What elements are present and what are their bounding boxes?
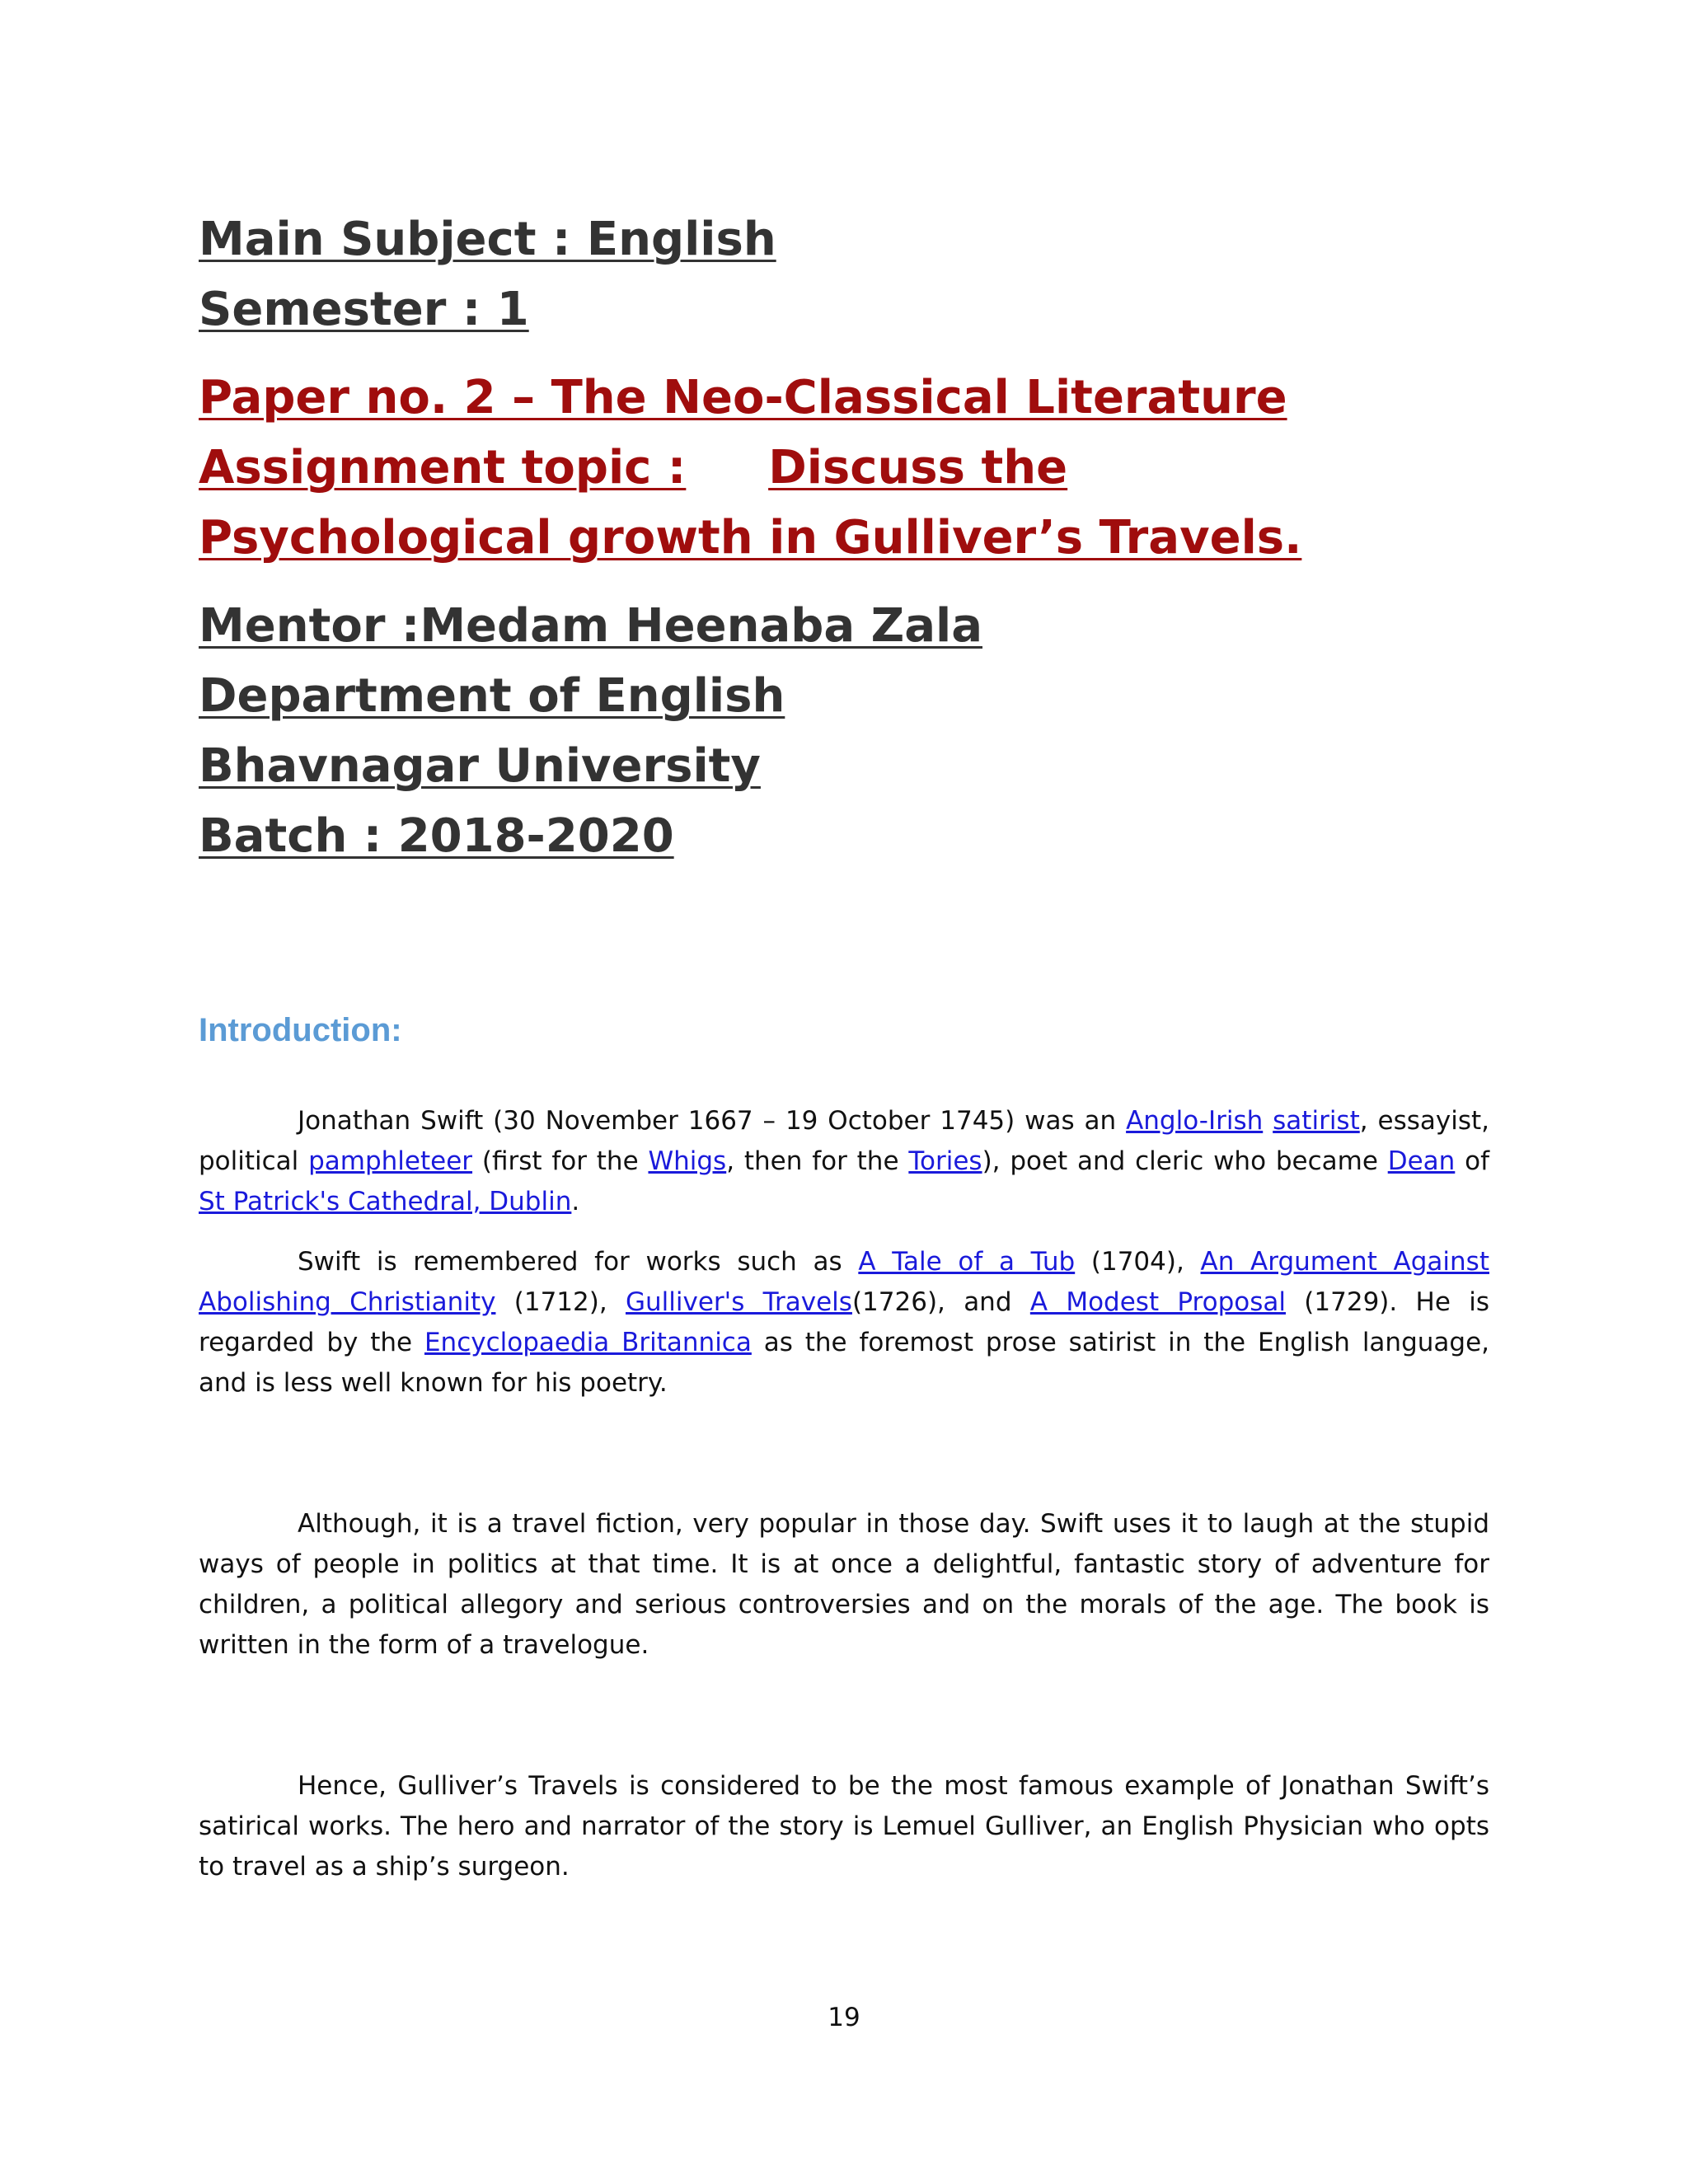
link-tories[interactable]: Tories (908, 1146, 982, 1176)
paper-header (199, 363, 1489, 573)
link-encyclopaedia-britannica[interactable]: Encyclopaedia Britannica (424, 1328, 752, 1357)
link-anglo-irish[interactable]: Anglo-Irish (1126, 1106, 1264, 1136)
link-satirist[interactable]: satirist (1273, 1106, 1360, 1136)
assignment-topic-continued: Psychological growth in Gulliver’s Travels. (199, 511, 1302, 565)
introduction-heading: Introduction: (199, 1012, 402, 1048)
page-number: 19 (828, 2003, 860, 2032)
link-tale-of-a-tub[interactable]: A Tale of a Tub (858, 1247, 1076, 1277)
paragraph-swift-works: Swift is remembered for works such as A Tale of a Tub (1704), An Argument Against Abolishing Christianity (1712), Gulliver's Travels(1726), and A Modest Proposal (1729). He is regarded by the Encyclopaedia Britannica as the foremost prose satirist in the English language, and is less well known for his poetry. (199, 1247, 1490, 1398)
page-content (199, 204, 1489, 1887)
batch-heading: Batch : 2018-2020 (199, 809, 674, 863)
mentor-block (199, 591, 1489, 871)
link-st-patricks-cathedral[interactable]: St Patrick's Cathedral, Dublin (199, 1187, 572, 1216)
link-modest-proposal[interactable]: A Modest Proposal (1029, 1287, 1286, 1317)
assignment-topic: Assignment topic : Discuss the (199, 441, 1068, 494)
university-heading: Bhavnagar University (199, 739, 761, 793)
paper-title: Paper no. 2 – The Neo-Classical Literature (199, 371, 1287, 424)
link-dean[interactable]: Dean (1387, 1146, 1456, 1176)
paragraph-gulliver-hero: Hence, Gulliver’s Travels is considered to be the most famous example of Jonathan Swift’s satirical works. The hero and narrator of the story is Lemuel Gulliver, an English Physician who opts to travel as a ship’s surgeon. (199, 1771, 1489, 1882)
department-heading: Department of English (199, 669, 785, 723)
course-header (199, 204, 1489, 344)
paragraph-swift-bio: Jonathan Swift (30 November 1667 – 19 October 1745) was an Anglo-Irish satirist, essayist, political pamphleteer (first for the Whigs, then for the Tories), poet and cleric who became Dean of St Patrick's Cathedral, Dublin. (199, 1106, 1490, 1216)
semester-heading: Semester : 1 (199, 283, 529, 336)
mentor-heading: Mentor :Medam Heenaba Zala (199, 599, 982, 653)
main-subject-heading: Main Subject : English (199, 213, 776, 266)
paragraph-travel-fiction: Although, it is a travel fiction, very popular in those day. Swift uses it to laugh at the stupid ways of people in politics at that time. It is at once a delightful, fantastic story of adventure for children, a political allegory and serious controversies and on the morals of the age. The book is written in the form of a travelogue. (199, 1509, 1489, 1660)
link-pamphleteer[interactable]: pamphleteer (308, 1146, 473, 1176)
link-whigs[interactable]: Whigs (648, 1146, 727, 1176)
link-argument-against-abolishing-christianity[interactable]: An Argument Against Abolishing Christianity (199, 1247, 1489, 1317)
link-gullivers-travels[interactable]: Gulliver's Travels (626, 1287, 852, 1317)
